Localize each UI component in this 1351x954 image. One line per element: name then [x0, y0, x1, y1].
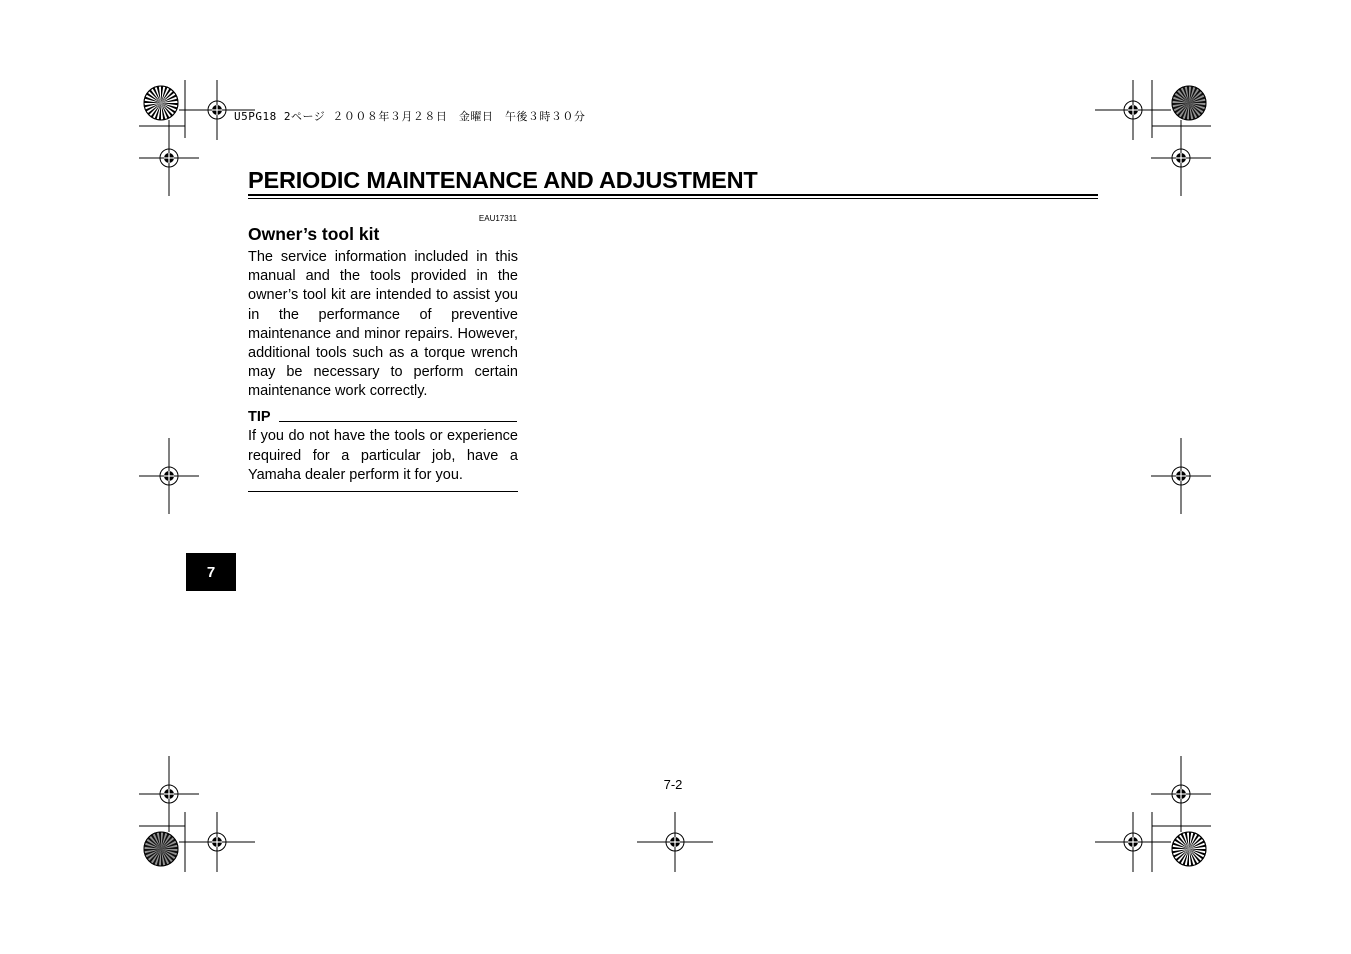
- page-title: PERIODIC MAINTENANCE AND ADJUSTMENT: [248, 167, 758, 193]
- title-rule: [248, 194, 1098, 196]
- section-body: The service information included in this manual and the tools provided in the owner’s tool kit are intended to assist you in the performance of preventive maintenance and minor repairs. However, additional tools such as a torque wrench may be necessary to perform certain maintenance work correctly.: [248, 249, 518, 400]
- print-header: U5PG18 2ページ ２００８年３月２８日 金曜日 午後３時３０分: [234, 110, 586, 123]
- registration-mark-icon: [637, 812, 713, 872]
- registration-mark-icon: [139, 438, 199, 514]
- registration-mark-icon: [139, 756, 199, 832]
- tip-rule: [279, 421, 517, 422]
- registration-mark-icon: [1151, 438, 1211, 514]
- registration-mark-icon: [139, 120, 199, 196]
- registration-mark-icon: [1095, 80, 1171, 140]
- section-heading: Owner’s tool kit: [248, 224, 380, 244]
- chapter-tab: [186, 553, 236, 591]
- page-number: 7-2: [663, 777, 683, 792]
- starburst-icon: [1172, 86, 1206, 120]
- title-rule-thin: [248, 198, 1098, 199]
- registration-mark-icon: [1151, 120, 1211, 196]
- tip-end-rule: [248, 491, 518, 492]
- registration-mark-icon: [179, 812, 255, 872]
- tip-text: If you do not have the tools or experience required for a particular job, have a Yamaha dealer perform it for you.: [248, 428, 518, 483]
- chapter-number: 7: [206, 563, 216, 581]
- starburst-icon: [144, 86, 178, 120]
- starburst-icon: [1172, 832, 1206, 866]
- starburst-icon: [144, 832, 178, 866]
- tip-label: TIP: [248, 409, 271, 425]
- registration-mark-icon: [1151, 756, 1211, 832]
- registration-mark-icon: [1095, 812, 1171, 872]
- doc-code: EAU17311: [478, 214, 517, 223]
